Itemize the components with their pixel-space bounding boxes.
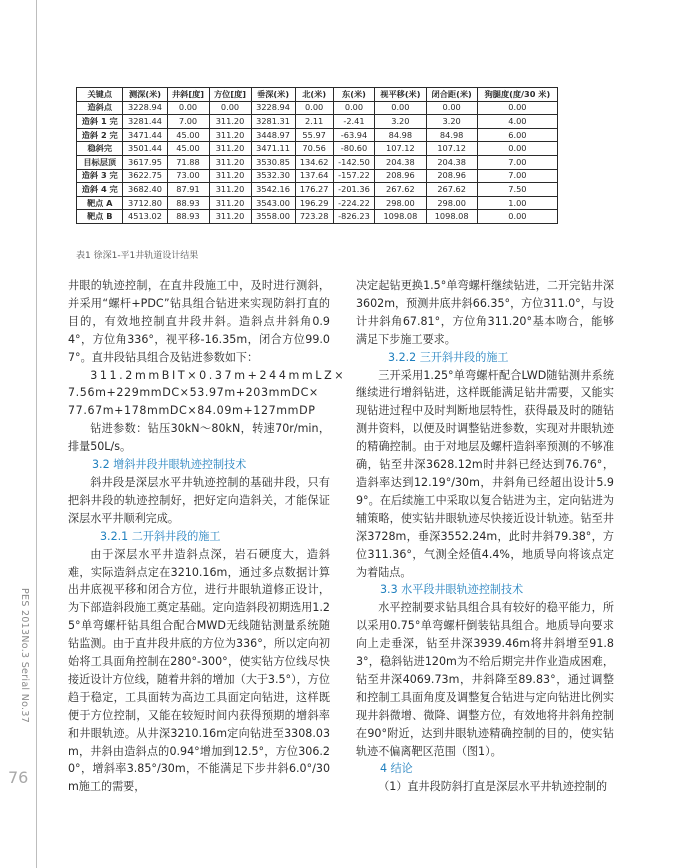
margin-rule [36, 0, 37, 868]
table-cell: -201.36 [333, 183, 375, 197]
table-cell: 70.56 [295, 142, 333, 156]
table-cell: 107.12 [426, 142, 477, 156]
table-cell: 267.62 [375, 183, 426, 197]
table-header-cell: 北(米) [295, 88, 333, 102]
table-header-cell: 测深(米) [123, 88, 167, 102]
table-cell: -826.23 [333, 210, 375, 224]
table-cell: 71.88 [167, 155, 209, 169]
table-row [77, 142, 558, 156]
table-cell: 0.00 [375, 101, 426, 115]
table-cell: 45.00 [167, 142, 209, 156]
table-cell: 造斜 4 完 [77, 183, 123, 197]
table-cell: -2.41 [333, 115, 375, 129]
table-cell: 6.00 [477, 128, 557, 142]
table-cell: 3501.44 [123, 142, 167, 156]
table-caption: 表1 徐深1-平1井轨道设计结果 [76, 251, 199, 261]
table-cell: 3448.97 [251, 128, 295, 142]
table-cell: 7.50 [477, 183, 557, 197]
table-cell: 3.20 [426, 115, 477, 129]
table-cell: 87.91 [167, 183, 209, 197]
table-cell: 3530.85 [251, 155, 295, 169]
table-cell: 267.62 [426, 183, 477, 197]
table-cell: 311.20 [209, 169, 251, 183]
paragraph: 井眼的轨迹控制，在直井段施工中，及时进行测斜，并采用“螺杆+PDC”钻具组合钻进来实现防斜打直的目的，有效地控制直井段井斜。造斜点井斜角0.94°，方位角336°，视平移-16.35m，闭合方位99.07°。直井段钻具组合及钻进参数如下： [68, 279, 330, 364]
table-row [77, 196, 558, 210]
table-cell: 107.12 [375, 142, 426, 156]
table-cell: 55.97 [295, 128, 333, 142]
table-cell: 84.98 [426, 128, 477, 142]
table-header-cell: 视平移(米) [375, 88, 426, 102]
table-cell: 208.96 [375, 169, 426, 183]
table-cell: 3281.44 [123, 115, 167, 129]
paragraph: 斜井段是深层水平井轨迹控制的基础井段，只有把斜井段的轨迹控制好，把好定向造斜关，才能保证深层水平井顺利完成。 [68, 475, 330, 525]
table-cell: 311.20 [209, 115, 251, 129]
table-cell: -224.22 [333, 196, 375, 210]
table-cell: 3532.30 [251, 169, 295, 183]
table-cell: 3543.00 [251, 196, 295, 210]
table-row [77, 128, 558, 142]
paragraph: 水平控制要求钻具组合具有较好的稳平能力，所以采用0.75°单弯螺杆倒装钻具组合。地质导向要求向上走垂深，钻至井深3939.46m将井斜增至91.83°，稳斜钻进120m为不给后期完井作业造成困难，钻至井深4069.73m，井斜降至89.83°，通过调整和控制工具面角度及调整复合钻进与定向钻进比例实现井斜微增、微降、调整方位，有效地将井斜角控制在90°附近，达到井眼轨迹精确控制的目的，使实钻轨迹不偏离靶区范围（图1）。 [356, 601, 614, 758]
table-header-cell: 井斜[度] [167, 88, 209, 102]
table-cell: 3228.94 [123, 101, 167, 115]
table-header-cell: 东(米) [333, 88, 375, 102]
table-cell: 73.00 [167, 169, 209, 183]
table-cell: 176.27 [295, 183, 333, 197]
table-cell: 298.00 [426, 196, 477, 210]
paragraph: 决定起钻更换1.5°单弯螺杆继续钻进，二开完钻井深3602m，预测井底井斜66.35°，方位311.0°，与设计井斜角67.81°，方位角311.20°基本吻合，能够满足下步施工要求。 [356, 279, 614, 346]
table-cell: 723.28 [295, 210, 333, 224]
table-row [77, 155, 558, 169]
table-cell: 3228.94 [251, 101, 295, 115]
table-cell: 3471.11 [251, 142, 295, 156]
table-row [77, 169, 558, 183]
table-header-cell: 关键点 [77, 88, 123, 102]
table-row [77, 210, 558, 224]
table-cell: -80.60 [333, 142, 375, 156]
table-row [77, 183, 558, 197]
table-cell: 造斜 2 完 [77, 128, 123, 142]
table-row [77, 115, 558, 129]
table-cell: 3558.00 [251, 210, 295, 224]
table-cell: 196.29 [295, 196, 333, 210]
page-number: 76 [8, 768, 29, 787]
left-column [68, 277, 347, 796]
table-cell: 0.00 [477, 210, 557, 224]
table-cell: 298.00 [375, 196, 426, 210]
table-header-cell: 垂深(米) [251, 88, 295, 102]
table-cell: 7.00 [477, 155, 557, 169]
table-row [77, 101, 558, 115]
table-cell: 4.00 [477, 115, 557, 129]
paragraph: 三开采用1.25°单弯螺杆配合LWD随钻测井系统继续进行增斜钻进，这样既能满足钻井需要，又能实现钻进过程中及时判断地层特性，获得最及时的随钻测井资料，以便及时调整钻进参数，实现对井眼轨迹的精确控制。由于对地层及螺杆造斜率预测的不够准确，钻至井深3628.12m时井斜已经达到76.76°，造斜率达到12.19°/30m，井斜角已经超出设计5.99°。在后续施工中采取以复合钻进为主，定向钻进为辅策略，使实钻井眼轨迹尽快接近设计轨迹。钻至井深3728m，垂深3552.24m，此时井斜79.38°，方位311.36°，气测全烃值4.4%，地质导向将该点定为着陆点。 [356, 368, 614, 579]
table-cell: 0.00 [477, 142, 557, 156]
table-cell: 1.00 [477, 196, 557, 210]
table-cell: -63.94 [333, 128, 375, 142]
bha-formula-line: 311.2mmBIT×0.37m+244mmLZ× [90, 368, 347, 382]
table-cell: -157.22 [333, 169, 375, 183]
section-heading: 4 结论 [380, 762, 413, 776]
table-cell: 3712.80 [123, 196, 167, 210]
paragraph: 由于深层水平井造斜点深，岩石硬度大，造斜难，实际造斜点定在3210.16m，通过多点数据计算出井底视平移和闭合方位，进行井眼轨道修正设计，为下部造斜段施工奠定基础。定向造斜段初期选用1.25°单弯螺杆钻具组合配合MWD无线随钻测量系统随钻监测。由于直井段井底的方位为336°，所以定向初始将工具面角控制在280°-300°，使实钻方位线尽快接近设计方位线，随着井斜的增加（大于3.5°），方位趋于稳定，工具面转为高边工具面定向钻进，这样既便于方位控制，又能在较短时间内获得预期的增斜率和井眼轨迹。从井深3210.16m定向钻进至3308.03m，井斜由造斜点的0.94°增加到12.5°，方位306.20°，增斜率3.85°/30m，不能满足下步井斜6.0°/30m施工的需要， [68, 547, 330, 794]
table-header-cell: 狗腿度(度/30 米) [477, 88, 557, 102]
table-cell: 靶点 B [77, 210, 123, 224]
table-cell: 0.00 [477, 101, 557, 115]
table-cell: 造斜点 [77, 101, 123, 115]
table-cell: 0.00 [209, 101, 251, 115]
table-cell: 7.00 [167, 115, 209, 129]
table-cell: 2.11 [295, 115, 333, 129]
table-header-cell: 方位[度] [209, 88, 251, 102]
table-cell: 0.00 [426, 101, 477, 115]
table-cell: 311.20 [209, 142, 251, 156]
table-cell: 造斜 1 完 [77, 115, 123, 129]
journal-info: PES 2013No.3 Serial No.37 [19, 588, 30, 724]
table-cell: 311.20 [209, 196, 251, 210]
table-cell: 204.38 [375, 155, 426, 169]
table-cell: 45.00 [167, 128, 209, 142]
table-cell: 134.62 [295, 155, 333, 169]
table-cell: 88.93 [167, 210, 209, 224]
subsection-heading: 3.2.1 二开斜井段的施工 [100, 529, 221, 543]
right-column [356, 277, 614, 796]
table-cell: 7.00 [477, 169, 557, 183]
table-cell: 0.00 [295, 101, 333, 115]
table-cell: 88.93 [167, 196, 209, 210]
trajectory-table [76, 87, 558, 224]
table-cell: 3281.31 [251, 115, 295, 129]
section-heading: 3.3 水平段井眼轨迹控制技术 [380, 583, 524, 597]
table-cell: 204.38 [426, 155, 477, 169]
table-cell: 稳斜完 [77, 142, 123, 156]
table-cell: 1098.08 [375, 210, 426, 224]
section-heading: 3.2 增斜井段井眼轨迹控制技术 [92, 458, 247, 472]
table-header-cell: 闭合距(米) [426, 88, 477, 102]
table-cell: 0.00 [167, 101, 209, 115]
table-cell: 4513.02 [123, 210, 167, 224]
table-cell: 311.20 [209, 155, 251, 169]
table-cell: 137.64 [295, 169, 333, 183]
table-cell: 311.20 [209, 128, 251, 142]
bha-formula-line: 77.67m+178mmDC×84.09m+127mmDP [68, 404, 316, 418]
table-cell: 3.20 [375, 115, 426, 129]
paragraph: 钻进参数：钻压30kN～80kN，转速70r/min，排量50L/s。 [68, 422, 330, 454]
table-cell: 0.00 [333, 101, 375, 115]
table-cell: 311.20 [209, 183, 251, 197]
table-cell: 208.96 [426, 169, 477, 183]
table-cell: 3682.40 [123, 183, 167, 197]
subsection-heading: 3.2.2 三开斜井段的施工 [388, 350, 509, 364]
table-cell: 84.98 [375, 128, 426, 142]
table-cell: 靶点 A [77, 196, 123, 210]
table-header-row [77, 88, 558, 102]
table-cell: 3542.16 [251, 183, 295, 197]
table-cell: 3622.75 [123, 169, 167, 183]
table-cell: 311.20 [209, 210, 251, 224]
table-cell: 1098.08 [426, 210, 477, 224]
table-cell: 造斜 3 完 [77, 169, 123, 183]
paragraph: （1）直井段防斜打直是深层水平井轨迹控制的 [378, 780, 608, 794]
bha-formula-line: 7.56m+229mmDC×53.97m+203mmDC× [68, 386, 319, 400]
table-cell: 3471.44 [123, 128, 167, 142]
table-cell: -142.50 [333, 155, 375, 169]
table-cell: 3617.95 [123, 155, 167, 169]
table-cell: 目标层顶 [77, 155, 123, 169]
